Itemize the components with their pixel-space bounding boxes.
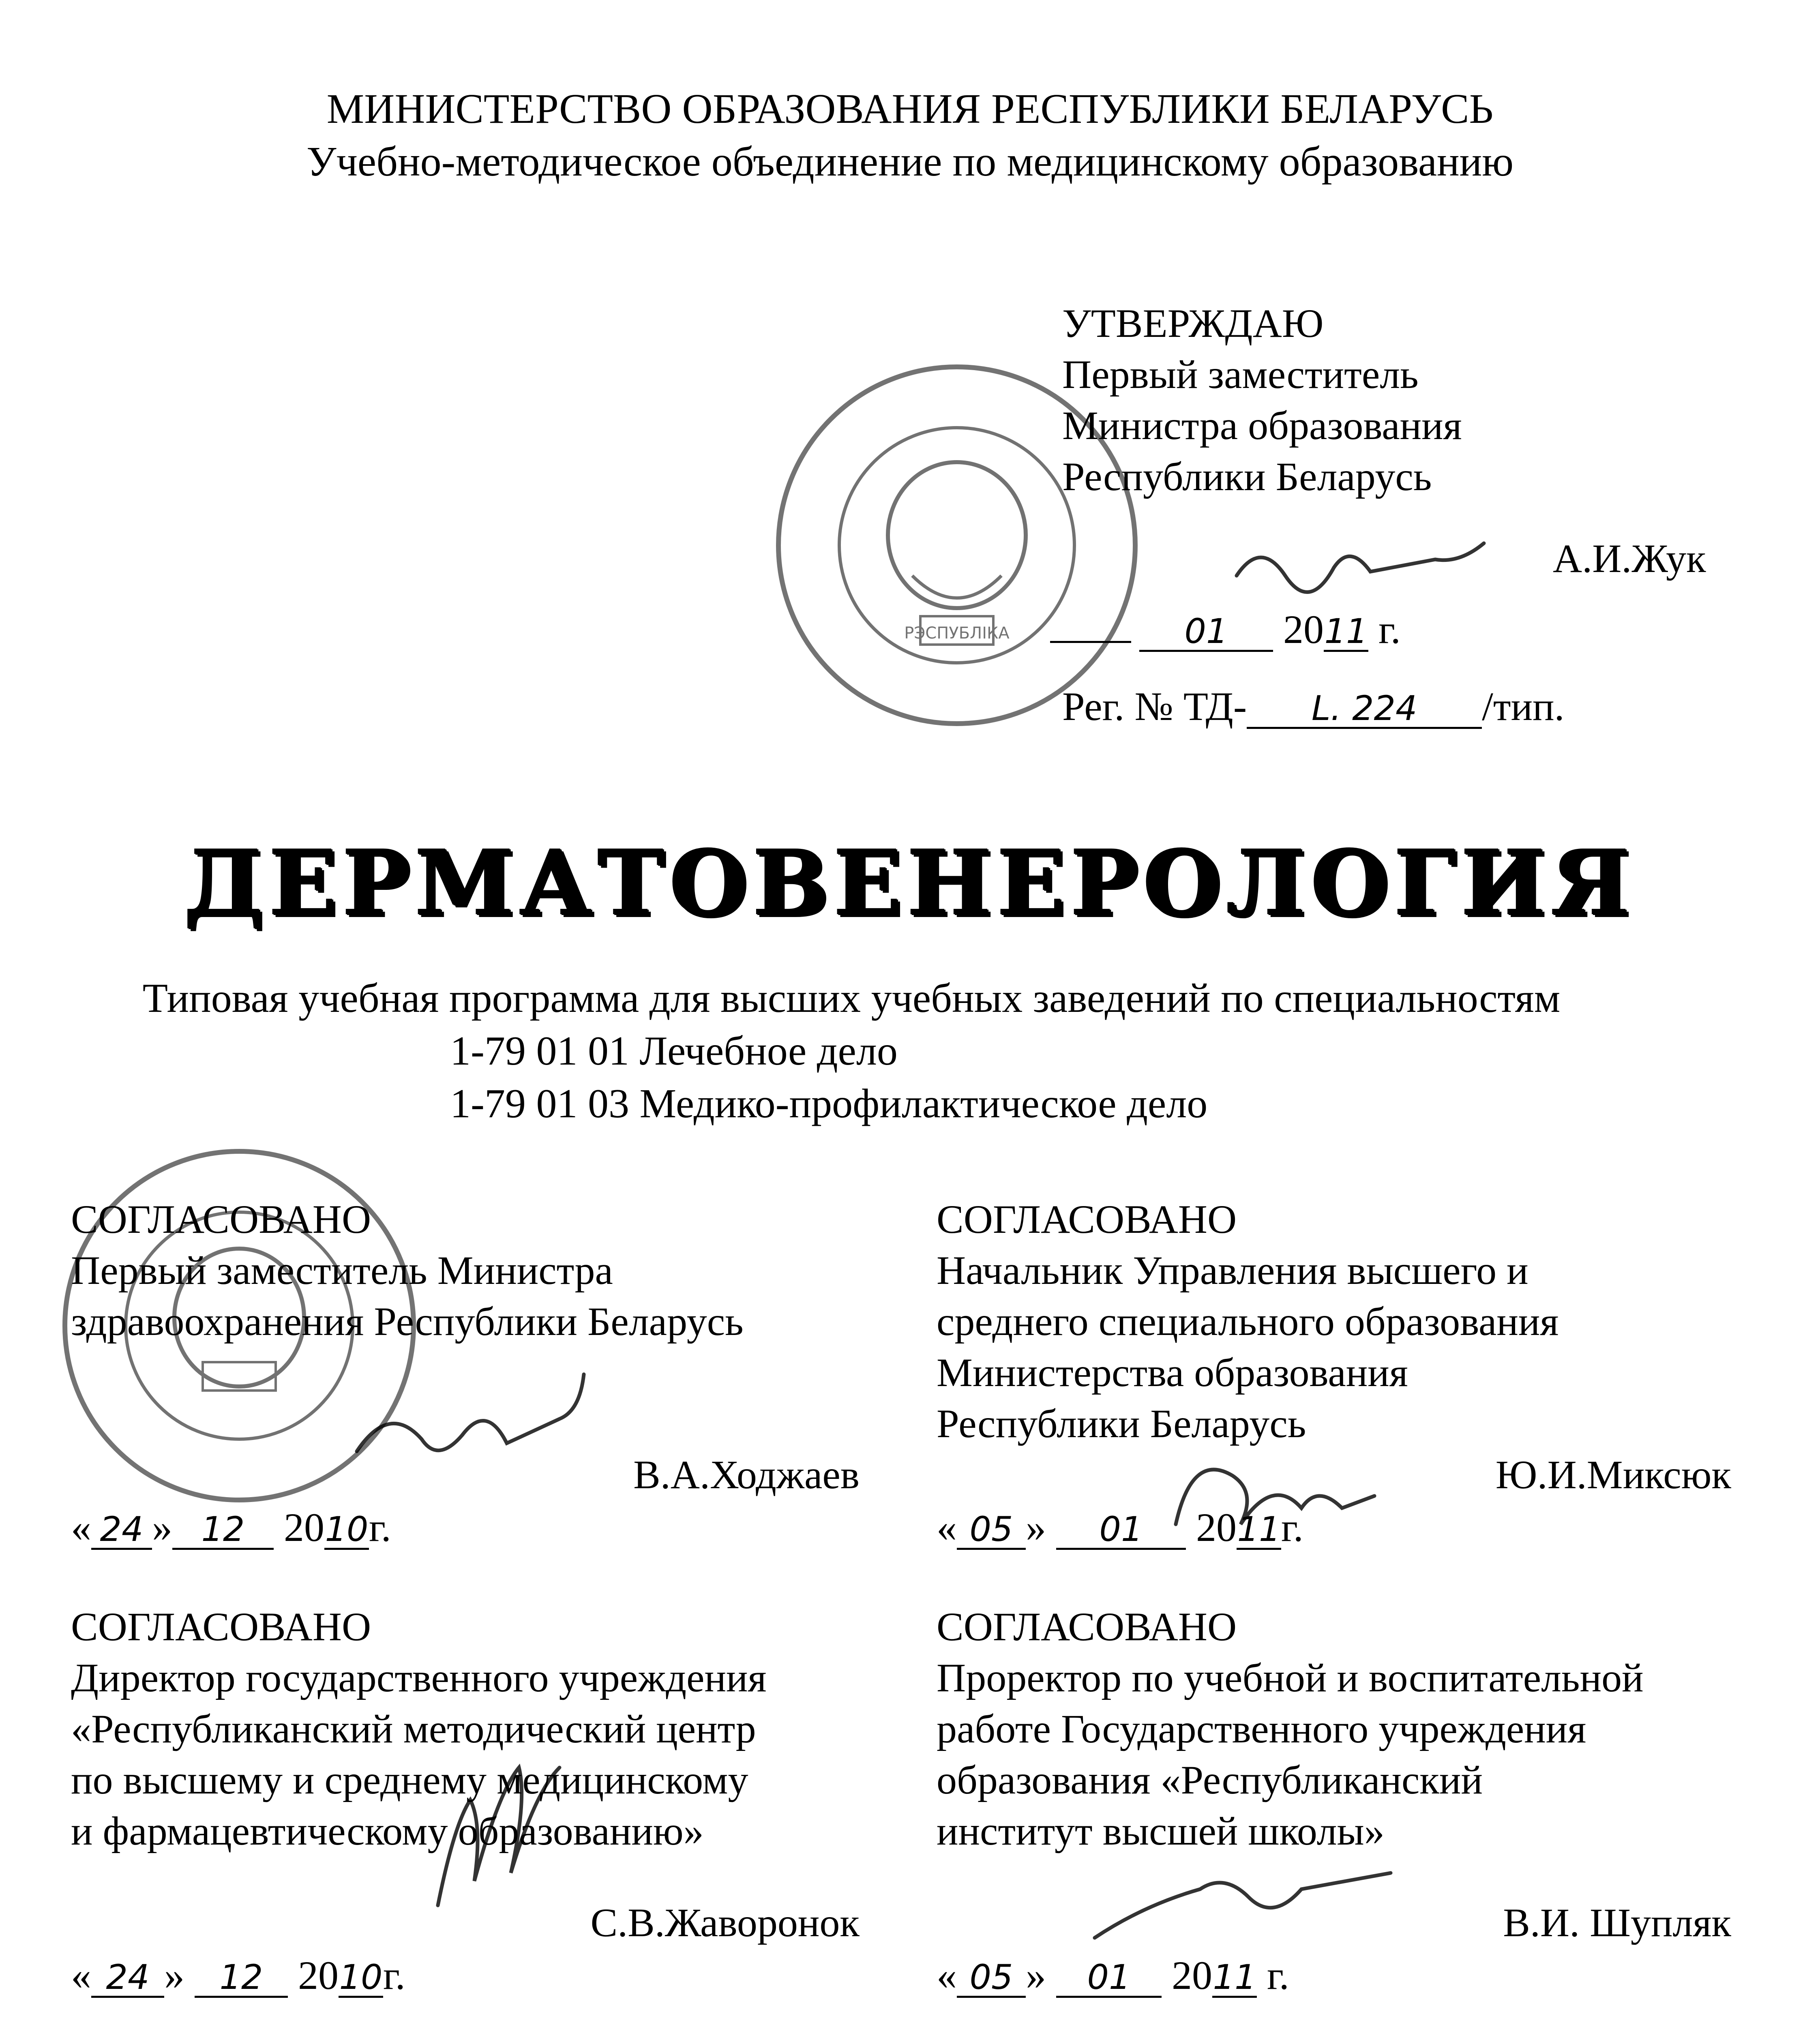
block-line: Республики Беларусь [937, 1401, 1306, 1446]
date-suffix: г. [383, 1953, 405, 1998]
block-line: институт высшей школы» [937, 1808, 1385, 1853]
approval-date-day [1050, 641, 1131, 643]
registration-number [1062, 681, 1565, 732]
date-block-1: « 24 » 12 2010г. [71, 1505, 391, 1550]
date-suffix: г. [1267, 1953, 1289, 1998]
svg-text:РЭСПУБЛІКА: РЭСПУБЛІКА [904, 624, 1010, 643]
approval-line-2: Министра образования [1062, 403, 1462, 448]
date-day: 05 [957, 1958, 1026, 1998]
block-heading: СОГЛАСОВАНО [71, 1604, 371, 1649]
block-line: образования «Республиканский [937, 1757, 1483, 1802]
date-year-suffix: 10 [325, 1509, 369, 1549]
block-line: работе Государственного учреждения [937, 1706, 1586, 1751]
specialty-1: 1-79 01 01 Лечебное дело [450, 1028, 898, 1074]
subtitle-line: Типовая учебная программа для высших учебных заведений по специальностям [142, 975, 1561, 1021]
approval-date-month: 01 [1139, 613, 1273, 652]
block-line: «Республиканский методический центр [71, 1706, 756, 1751]
reg-label: Рег. № ТД- [1062, 684, 1247, 729]
date-year-suffix: 10 [339, 1957, 383, 1997]
block-line: Проректор по учебной и воспитательной [937, 1655, 1644, 1700]
block-line: по высшему и среднему медицинскому [71, 1757, 748, 1802]
date-year-suffix: 11 [1237, 1509, 1281, 1549]
signer-zhavoronok: С.В.Жаворонок [590, 1900, 860, 1945]
reg-number-value: L. 224 [1247, 690, 1482, 729]
date-year-prefix: 20 [1172, 1953, 1212, 1998]
date-year-prefix: 20 [1196, 1505, 1237, 1550]
date-year-suffix: 11 [1213, 1957, 1256, 1997]
specialty-2: 1-79 01 03 Медико-профилактическое дело [450, 1081, 1208, 1127]
block-heading: СОГЛАСОВАНО [937, 1604, 1237, 1649]
date-block-2: « 05 » 01 2011г. [937, 1505, 1303, 1550]
document-title: ДЕРМАТОВЕНЕРОЛОГИЯ [184, 831, 1636, 936]
signature-khodzhaev [357, 1374, 584, 1451]
date-month: 01 [1056, 1511, 1186, 1550]
signer-miksyuk: Ю.И.Миксюк [1495, 1452, 1731, 1497]
agreement-block-health-ministry [71, 1194, 882, 1347]
signer-khodzhaev: В.А.Ходжаев [633, 1452, 860, 1497]
date-month: 12 [195, 1958, 288, 1998]
block-line: Министерства образования [937, 1350, 1408, 1395]
block-line: здравоохранения Республики Беларусь [71, 1299, 744, 1344]
block-line: и фармацевтическому образованию» [71, 1808, 704, 1853]
agreement-block-education-department [937, 1194, 1747, 1449]
date-day: 24 [91, 1511, 152, 1550]
date-year-prefix: 20 [298, 1953, 339, 1998]
approval-heading: УТВЕРЖДАЮ [1062, 301, 1324, 346]
approval-signer: А.И.Жук [1553, 536, 1706, 581]
date-year-prefix: 20 [284, 1505, 324, 1550]
agreement-block-higher-school-institute [937, 1601, 1788, 1857]
block-line: Начальник Управления высшего и [937, 1248, 1528, 1293]
date-block-4: « 05 » 01 2011 г. [937, 1953, 1289, 1998]
approval-date [1050, 604, 1401, 655]
association-header: Учебно-методическое объединение по медицинскому образованию [306, 138, 1514, 185]
block-line: Директор государственного учреждения [71, 1655, 767, 1700]
date-day: 24 [91, 1958, 164, 1998]
date-day: 05 [957, 1511, 1026, 1550]
date-block-3: « 24 » 12 2010г. [71, 1953, 405, 1998]
approval-date-year-prefix: 20 [1283, 607, 1324, 652]
reg-suffix: /тип. [1482, 684, 1565, 729]
approval-line-1: Первый заместитель [1062, 352, 1419, 397]
date-suffix: г. [1281, 1505, 1303, 1550]
block-heading: СОГЛАСОВАНО [937, 1197, 1237, 1242]
ministry-header: МИНИСТЕРСТВО ОБРАЗОВАНИЯ РЕСПУБЛИКИ БЕЛАРУСЬ [326, 86, 1494, 132]
agreement-block-methodical-center [71, 1601, 922, 1857]
date-month: 12 [172, 1511, 274, 1550]
approval-block [1062, 298, 1743, 502]
approval-line-3: Республики Беларусь [1062, 454, 1432, 499]
block-line: Первый заместитель Министра [71, 1248, 613, 1293]
approval-date-year-suffix: 11 [1324, 611, 1368, 651]
signature-zhuk [1237, 543, 1484, 592]
date-suffix: г. [369, 1505, 391, 1550]
block-heading: СОГЛАСОВАНО [71, 1197, 371, 1242]
block-line: среднего специального образования [937, 1299, 1559, 1344]
signer-shuplyak: В.И. Шупляк [1503, 1900, 1731, 1945]
approval-date-suffix: г. [1378, 607, 1401, 652]
date-month: 01 [1056, 1958, 1162, 1998]
